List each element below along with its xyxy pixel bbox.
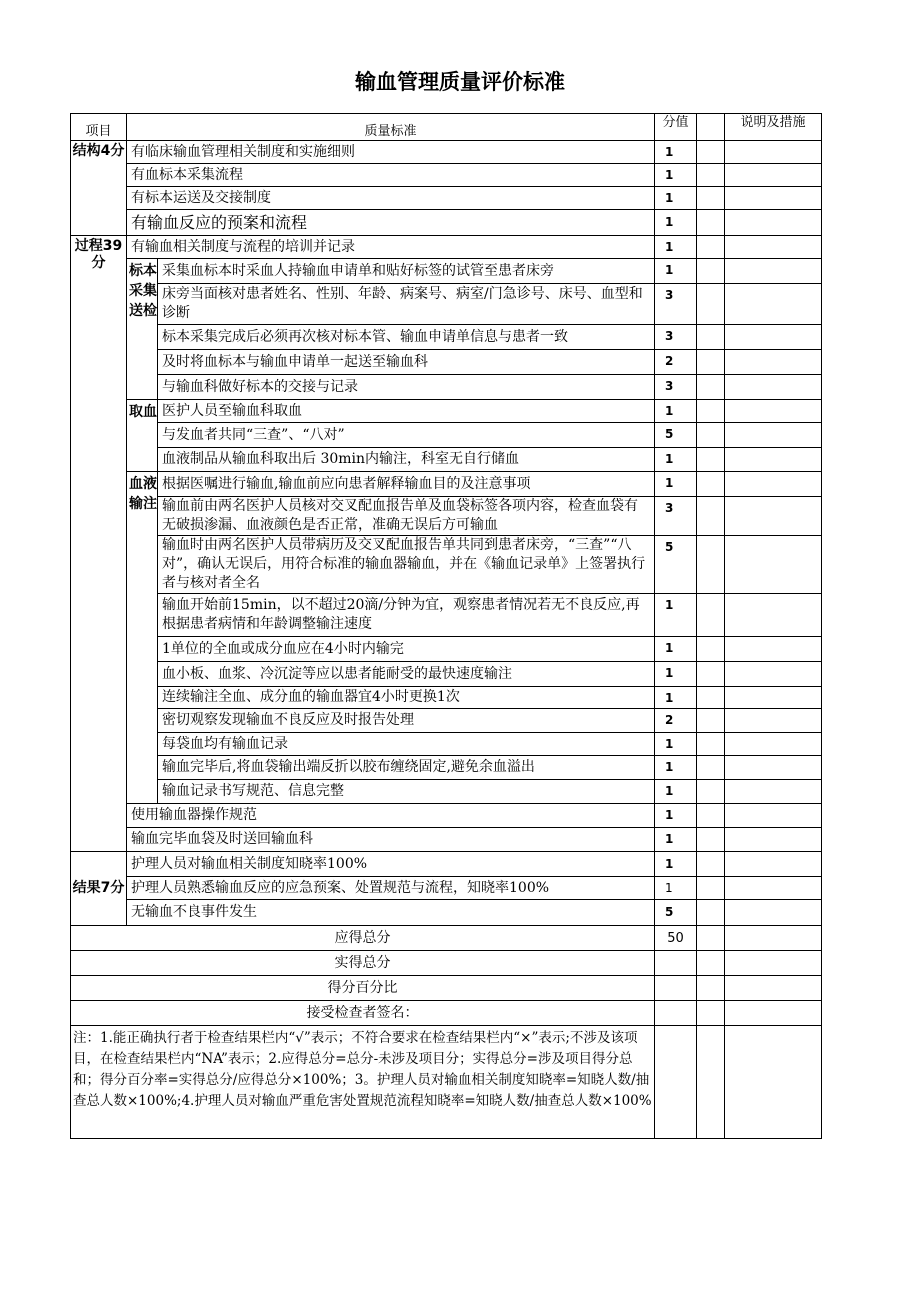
check-cell[interactable] [697, 536, 725, 594]
check-cell[interactable] [697, 594, 725, 637]
score-cell: 1 [655, 400, 697, 423]
score-cell: 1 [655, 141, 697, 164]
signature-value[interactable] [655, 1001, 697, 1026]
header-score: 分值 [655, 114, 697, 141]
check-cell[interactable] [697, 877, 725, 900]
score-cell: 1 [655, 259, 697, 284]
check-cell[interactable] [697, 804, 725, 828]
check-cell[interactable] [697, 900, 725, 926]
check-cell[interactable] [697, 325, 725, 350]
score-cell: 3 [655, 375, 697, 400]
remark-cell[interactable] [725, 852, 822, 877]
check-cell[interactable] [697, 350, 725, 375]
check-cell[interactable] [697, 497, 725, 536]
score-cell: 1 [655, 687, 697, 709]
remark-cell[interactable] [725, 472, 822, 497]
check-cell[interactable] [697, 951, 725, 976]
score-cell: 1 [655, 637, 697, 662]
subcategory-label: 血液输注 [127, 472, 158, 804]
score-cell: 3 [655, 325, 697, 350]
standard-text: 有输血反应的预案和流程 [127, 210, 655, 236]
standard-text: 有标本运送及交接制度 [127, 187, 655, 210]
standard-text: 输血完毕后,将血袋输出端反折以胶布缠绕固定,避免余血溢出 [158, 756, 655, 780]
check-cell[interactable] [697, 780, 725, 804]
note-blank [697, 1026, 725, 1139]
score-cell: 1 [655, 756, 697, 780]
check-cell[interactable] [697, 852, 725, 877]
score-cell: 1 [655, 210, 697, 236]
standard-text: 及时将血标本与输血申请单一起送至输血科 [158, 350, 655, 375]
score-cell: 1 [655, 187, 697, 210]
standard-text: 输血前由两名医护人员核对交叉配血报告单及血袋标签各项内容，检查血袋有无破损渗漏、血液颜色是否正常，准确无误后方可输血 [158, 497, 655, 536]
percent-value[interactable] [655, 976, 697, 1001]
check-cell[interactable] [697, 210, 725, 236]
standard-text: 床旁当面核对患者姓名、性别、年龄、病案号、病室/门急诊号、床号、血型和诊断 [158, 284, 655, 325]
standard-text: 有输血相关制度与流程的培训并记录 [127, 236, 655, 259]
check-cell[interactable] [697, 259, 725, 284]
header-check [697, 114, 725, 141]
remark-cell[interactable] [725, 375, 822, 400]
standard-text: 连续输注全血、成分血的输血器宜4小时更换1次 [158, 687, 655, 709]
check-cell[interactable] [697, 637, 725, 662]
standard-text: 每袋血均有输血记录 [158, 733, 655, 756]
score-cell: 1 [655, 164, 697, 187]
check-cell[interactable] [697, 164, 725, 187]
score-cell: 1 [655, 804, 697, 828]
standard-text: 有临床输血管理相关制度和实施细则 [127, 141, 655, 164]
remark-cell[interactable] [725, 733, 822, 756]
note-blank [655, 1026, 697, 1139]
remark-cell[interactable] [725, 141, 822, 164]
remark-cell[interactable] [725, 497, 822, 536]
standard-text: 与输血科做好标本的交接与记录 [158, 375, 655, 400]
check-cell[interactable] [697, 141, 725, 164]
remark-cell[interactable] [725, 828, 822, 852]
check-cell[interactable] [697, 187, 725, 210]
header-remark: 说明及措施 [725, 114, 822, 141]
standard-text: 护理人员对输血相关制度知晓率100% [127, 852, 655, 877]
category-process: 过程39分 [71, 236, 127, 852]
score-cell: 1 [655, 448, 697, 472]
percent-label: 得分百分比 [71, 976, 655, 1001]
header-item: 项目 [71, 114, 127, 141]
check-cell[interactable] [697, 687, 725, 709]
remark-cell[interactable] [725, 804, 822, 828]
category-structure: 结构4分 [71, 141, 127, 236]
score-cell: 1 [655, 594, 697, 637]
expected-total-value: 50 [655, 926, 697, 951]
score-cell: 1 [655, 472, 697, 497]
actual-total-value[interactable] [655, 951, 697, 976]
note-blank [725, 1026, 822, 1139]
standard-text: 护理人员熟悉输血反应的应急预案、处置规范与流程，知晓率100% [127, 877, 655, 900]
remark-cell[interactable] [725, 536, 822, 594]
score-cell: 2 [655, 709, 697, 733]
standard-text: 标本采集完成后必须再次核对标本管、输血申请单信息与患者一致 [158, 325, 655, 350]
remark-cell[interactable] [725, 900, 822, 926]
remark-cell[interactable] [725, 259, 822, 284]
standard-text: 输血开始前15min，以不超过20滴/分钟为宜，观察患者情况若无不良反应,再根据患者病情和年龄调整输注速度 [158, 594, 655, 637]
standard-text: 输血完毕血袋及时送回输血科 [127, 828, 655, 852]
remark-cell[interactable] [725, 687, 822, 709]
score-cell: 2 [655, 350, 697, 375]
standard-text: 根据医嘱进行输血,输血前应向患者解释输血目的及注意事项 [158, 472, 655, 497]
score-cell: 1 [655, 780, 697, 804]
check-cell[interactable] [697, 926, 725, 951]
remark-cell[interactable] [725, 926, 822, 951]
check-cell[interactable] [697, 423, 725, 448]
score-cell: 5 [655, 423, 697, 448]
check-cell[interactable] [697, 400, 725, 423]
remark-cell[interactable] [725, 877, 822, 900]
actual-total-label: 实得总分 [71, 951, 655, 976]
check-cell[interactable] [697, 733, 725, 756]
check-cell[interactable] [697, 662, 725, 687]
check-cell[interactable] [697, 709, 725, 733]
standard-text: 医护人员至输血科取血 [158, 400, 655, 423]
score-cell: 3 [655, 284, 697, 325]
standard-text: 有血标本采集流程 [127, 164, 655, 187]
score-cell: 1 [655, 662, 697, 687]
remark-cell[interactable] [725, 187, 822, 210]
score-cell: 1 [655, 236, 697, 259]
remark-cell[interactable] [725, 284, 822, 325]
remark-cell[interactable] [725, 780, 822, 804]
standard-text: 输血时由两名医护人员带病历及交叉配血报告单共同到患者床旁，“三查”“八对”，确认无误后，用符合标准的输血器输血，并在《输血记录单》上签署执行者与核对者全名 [158, 536, 655, 594]
check-cell[interactable] [697, 756, 725, 780]
expected-total-label: 应得总分 [71, 926, 655, 951]
score-cell: 5 [655, 900, 697, 926]
score-cell: 3 [655, 497, 697, 536]
category-result: 结果7分 [71, 852, 127, 926]
score-cell: 1 [655, 852, 697, 877]
standard-text: 与发血者共同“三查”、“八对” [158, 423, 655, 448]
remark-cell[interactable] [725, 350, 822, 375]
page-title: 输血管理质量评价标准 [355, 70, 565, 94]
check-cell[interactable] [697, 236, 725, 259]
remark-cell[interactable] [725, 1001, 822, 1026]
subcategory-label: 标本采集送检 [127, 259, 158, 400]
remark-cell[interactable] [725, 236, 822, 259]
score-cell: 1 [655, 733, 697, 756]
remark-cell[interactable] [725, 951, 822, 976]
standard-text: 密切观察发现输血不良反应及时报告处理 [158, 709, 655, 733]
remark-cell[interactable] [725, 756, 822, 780]
remark-cell[interactable] [725, 325, 822, 350]
score-cell: 1 [655, 828, 697, 852]
remark-cell[interactable] [725, 164, 822, 187]
remark-cell[interactable] [725, 976, 822, 1001]
remark-cell[interactable] [725, 448, 822, 472]
header-standard: 质量标准 [127, 114, 655, 141]
check-cell[interactable] [697, 472, 725, 497]
evaluation-table [70, 113, 822, 1139]
score-cell: 5 [655, 536, 697, 594]
subcategory-label: 取血 [127, 400, 158, 472]
remark-cell[interactable] [725, 423, 822, 448]
standard-text: 使用输血器操作规范 [127, 804, 655, 828]
standard-text: 采集血标本时采血人持输血申请单和贴好标签的试管至患者床旁 [158, 259, 655, 284]
standard-text: 血小板、血浆、冷沉淀等应以患者能耐受的最快速度输注 [158, 662, 655, 687]
remark-cell[interactable] [725, 662, 822, 687]
footnote: 注：1.能正确执行者于检查结果栏内“√”表示；不符合要求在检查结果栏内“×”表示;不涉及该项目，在检查结果栏内“NA”表示；2.应得总分=总分-未涉及项目分；实得总分=涉及项目得分总和；得分百分率=实得总分/应得总分×100%；3。护理人员对输血相关制度知晓率=知晓人数/抽查总人数×100%;4.护理人员对输血严重危害处置规范流程知晓率=知晓人数/抽查总人数×100% [71, 1026, 655, 1139]
check-cell[interactable] [697, 1001, 725, 1026]
remark-cell[interactable] [725, 210, 822, 236]
remark-cell[interactable] [725, 637, 822, 662]
standard-text: 输血记录书写规范、信息完整 [158, 780, 655, 804]
remark-cell[interactable] [725, 709, 822, 733]
standard-text: 血液制品从输血科取出后 30min内输注，科室无自行储血 [158, 448, 655, 472]
signature-label: 接受检查者签名： [71, 1001, 655, 1026]
check-cell[interactable] [697, 976, 725, 1001]
score-cell: 1 [655, 877, 697, 900]
standard-text: 1单位的全血或成分血应在4小时内输完 [158, 637, 655, 662]
check-cell[interactable] [697, 828, 725, 852]
check-cell[interactable] [697, 284, 725, 325]
standard-text: 无输血不良事件发生 [127, 900, 655, 926]
check-cell[interactable] [697, 448, 725, 472]
remark-cell[interactable] [725, 400, 822, 423]
remark-cell[interactable] [725, 594, 822, 637]
check-cell[interactable] [697, 375, 725, 400]
